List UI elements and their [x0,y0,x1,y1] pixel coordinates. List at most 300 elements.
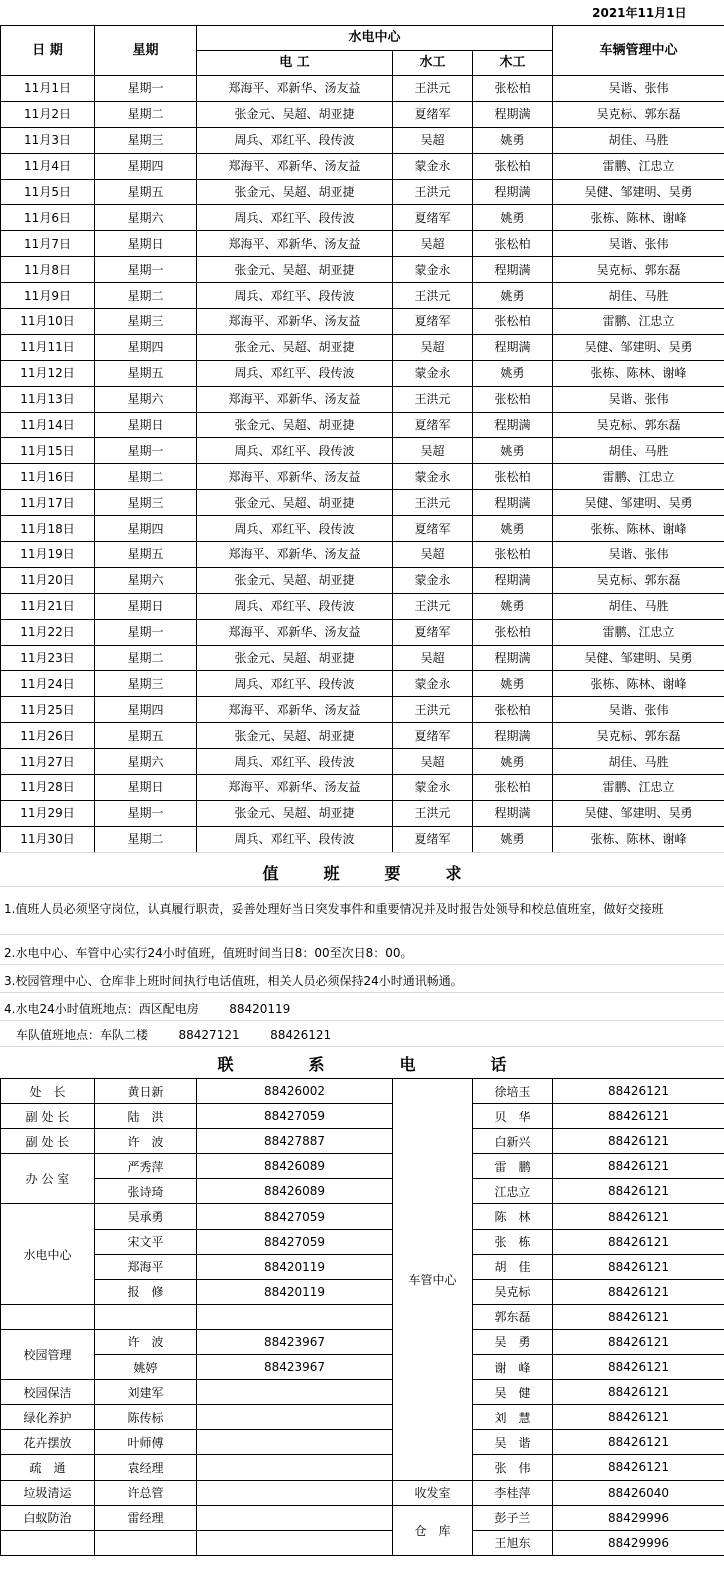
dept-water-electric: 水电中心 [1,1204,95,1304]
duty-row [1,283,724,309]
contact-name: 江忠立 [473,1179,553,1204]
duty-vehicle: 胡佳、马胜 [553,593,724,619]
duty-carpenter: 张松柏 [473,619,553,645]
duty-weekday: 星期六 [95,205,197,231]
duty-carpenter: 程期满 [473,645,553,671]
contact-name: 许 波 [95,1129,197,1154]
duty-carpenter: 姚勇 [473,593,553,619]
contact-phone: 88426121 [553,1380,724,1405]
contact-name: 王旭东 [473,1530,553,1555]
duty-vehicle: 吴克标、郭东磊 [553,101,724,127]
contact-table [0,1078,724,1556]
duty-plumber: 夏绪军 [393,516,473,542]
duty-vehicle: 吴健、邹建明、吴勇 [553,179,724,205]
contact-name: 吴承勇 [95,1204,197,1229]
duty-weekday: 星期六 [95,567,197,593]
duty-plumber: 吴超 [393,438,473,464]
dept-campus: 校园管理 [1,1329,95,1379]
duty-electrician: 张金元、吴超、胡亚捷 [197,257,393,283]
duty-date: 11月25日 [1,697,95,723]
empty-cell [197,1530,393,1555]
contact-phone: 88426121 [553,1405,724,1430]
empty-cell [197,1380,393,1405]
duty-carpenter: 张松柏 [473,76,553,102]
duty-weekday: 星期三 [95,309,197,335]
contact-name: 袁经理 [95,1455,197,1480]
duty-vehicle: 胡佳、马胜 [553,127,724,153]
duty-plumber: 蒙金永 [393,464,473,490]
duty-plumber: 王洪元 [393,76,473,102]
duty-row [1,671,724,697]
duty-vehicle: 吴健、邹建明、吴勇 [553,800,724,826]
duty-weekday: 星期五 [95,723,197,749]
duty-plumber: 夏绪军 [393,101,473,127]
contact-phone: 88426121 [553,1355,724,1380]
empty-cell [197,1480,393,1505]
duty-row [1,179,724,205]
duty-weekday: 星期五 [95,360,197,386]
duty-electrician: 张金元、吴超、胡亚捷 [197,101,393,127]
duty-weekday: 星期三 [95,671,197,697]
duty-weekday: 星期日 [95,593,197,619]
contact-phone: 88426121 [553,1129,724,1154]
duty-electrician: 郑海平、邓新华、汤友益 [197,619,393,645]
contact-name: 报 修 [95,1279,197,1304]
contact-name: 雷 鹏 [473,1154,553,1179]
duty-date: 11月26日 [1,723,95,749]
duty-electrician: 郑海平、邓新华、汤友益 [197,464,393,490]
contact-name: 贝 华 [473,1104,553,1129]
duty-date: 11月23日 [1,645,95,671]
duty-carpenter: 张松柏 [473,231,553,257]
duty-date: 11月29日 [1,800,95,826]
duty-plumber: 王洪元 [393,697,473,723]
duty-date: 11月7日 [1,231,95,257]
duty-electrician: 张金元、吴超、胡亚捷 [197,490,393,516]
duty-plumber: 夏绪军 [393,826,473,852]
duty-carpenter: 张松柏 [473,309,553,335]
contact-name: 张 栋 [473,1229,553,1254]
duty-carpenter: 姚勇 [473,826,553,852]
header-plumber: 水工 [393,51,473,76]
duty-plumber: 夏绪军 [393,309,473,335]
contact-name: 刘建军 [95,1380,197,1405]
duty-date: 11月14日 [1,412,95,438]
contact-name: 李桂萍 [473,1480,553,1505]
duty-weekday: 星期二 [95,101,197,127]
contact-name: 黄日新 [95,1079,197,1104]
duty-date: 11月27日 [1,749,95,775]
contact-name: 宋文平 [95,1229,197,1254]
duty-carpenter: 姚勇 [473,749,553,775]
empty-cell [197,1505,393,1530]
duty-plumber: 王洪元 [393,593,473,619]
contact-phone: 88426121 [553,1455,724,1480]
duty-row [1,76,724,102]
contact-phone: 88426121 [553,1279,724,1304]
duty-weekday: 星期四 [95,153,197,179]
contact-name: 张诗琦 [95,1179,197,1204]
duty-date: 11月3日 [1,127,95,153]
duty-row [1,360,724,386]
contact-phone: 88426002 [197,1079,393,1104]
duty-vehicle: 张栋、陈林、谢峰 [553,360,724,386]
contact-name: 雷经理 [95,1505,197,1530]
contact-phone: 88427059 [197,1104,393,1129]
duty-plumber: 吴超 [393,127,473,153]
duty-carpenter: 姚勇 [473,516,553,542]
duty-electrician: 张金元、吴超、胡亚捷 [197,723,393,749]
contact-name: 谢 峰 [473,1355,553,1380]
duty-electrician: 郑海平、邓新华、汤友益 [197,542,393,568]
duty-row [1,412,724,438]
duty-date: 11月28日 [1,775,95,801]
empty-cell [197,1304,393,1329]
dept-flowers: 花卉摆放 [1,1430,95,1455]
contact-phone: 88426040 [553,1480,724,1505]
contact-phone: 88420119 [197,1279,393,1304]
duty-electrician: 周兵、邓红平、段传波 [197,283,393,309]
duty-row [1,490,724,516]
duty-electrician: 周兵、邓红平、段传波 [197,360,393,386]
duty-plumber: 夏绪军 [393,619,473,645]
duty-vehicle: 胡佳、马胜 [553,438,724,464]
duty-row [1,800,724,826]
duty-weekday: 星期四 [95,516,197,542]
duty-electrician: 张金元、吴超、胡亚捷 [197,179,393,205]
empty-cell [197,1430,393,1455]
duty-date: 11月2日 [1,101,95,127]
duty-vehicle: 吴谐、张伟 [553,231,724,257]
duty-plumber: 蒙金永 [393,153,473,179]
contact-name: 徐培玉 [473,1079,553,1104]
contact-phone: 88423967 [197,1355,393,1380]
duty-vehicle: 张栋、陈林、谢峰 [553,516,724,542]
duty-plumber: 王洪元 [393,283,473,309]
requirement-item: 车队值班地点：车队二楼 88427121 88426121 [16,1028,332,1042]
empty-cell [95,1304,197,1329]
duty-date: 11月11日 [1,334,95,360]
duty-electrician: 张金元、吴超、胡亚捷 [197,334,393,360]
contact-name: 吴 健 [473,1380,553,1405]
contact-phone: 88423967 [197,1329,393,1354]
duty-electrician: 周兵、邓红平、段传波 [197,438,393,464]
contact-name: 许 波 [95,1329,197,1354]
duty-electrician: 周兵、邓红平、段传波 [197,671,393,697]
duty-row [1,438,724,464]
duty-electrician: 郑海平、邓新华、汤友益 [197,697,393,723]
contact-phone: 88426089 [197,1154,393,1179]
duty-date: 11月5日 [1,179,95,205]
dept-mailroom: 收发室 [393,1480,473,1505]
requirement-item: 3.校园管理中心、仓库非上班时间执行电话值班，相关人员必须保持24小时通讯畅通。 [4,974,463,988]
duty-vehicle: 吴克标、郭东磊 [553,257,724,283]
contact-phone: 88426121 [553,1329,724,1354]
duty-electrician: 郑海平、邓新华、汤友益 [197,775,393,801]
duty-weekday: 星期二 [95,645,197,671]
contact-phone: 88426121 [553,1079,724,1104]
duty-carpenter: 姚勇 [473,360,553,386]
duty-row [1,205,724,231]
dept-warehouse: 仓 库 [393,1505,473,1555]
duty-row [1,697,724,723]
duty-date: 11月4日 [1,153,95,179]
requirement-item: 4.水电24小时值班地点：西区配电房 88420119 [4,1002,291,1016]
requirement-item: 2.水电中心、车管中心实行24小时值班，值班时间当日8：00至次日8：00。 [4,946,413,960]
contact-name: 张 伟 [473,1455,553,1480]
duty-electrician: 郑海平、邓新华、汤友益 [197,386,393,412]
duty-plumber: 夏绪军 [393,723,473,749]
contact-name: 胡 佳 [473,1254,553,1279]
duty-vehicle: 张栋、陈林、谢峰 [553,205,724,231]
duty-vehicle: 张栋、陈林、谢峰 [553,826,724,852]
duty-electrician: 周兵、邓红平、段传波 [197,593,393,619]
contact-name: 吴 勇 [473,1329,553,1354]
contact-phone: 88426121 [553,1104,724,1129]
contact-phone: 88426121 [553,1179,724,1204]
duty-date: 11月19日 [1,542,95,568]
duty-electrician: 张金元、吴超、胡亚捷 [197,412,393,438]
duty-carpenter: 张松柏 [473,153,553,179]
duty-carpenter: 程期满 [473,567,553,593]
duty-electrician: 张金元、吴超、胡亚捷 [197,645,393,671]
duty-carpenter: 姚勇 [473,127,553,153]
dept-deputy: 副 处 长 [1,1129,95,1154]
dept-deputy: 副 处 长 [1,1104,95,1129]
duty-carpenter: 张松柏 [473,464,553,490]
duty-weekday: 星期日 [95,412,197,438]
duty-weekday: 星期一 [95,76,197,102]
duty-vehicle: 雷鹏、江忠立 [553,153,724,179]
contact-phone: 88426121 [553,1254,724,1279]
duty-date: 11月1日 [1,76,95,102]
duty-date: 11月20日 [1,567,95,593]
contact-phone: 88429996 [553,1505,724,1530]
contact-name: 许总管 [95,1480,197,1505]
empty-cell [197,1405,393,1430]
duty-plumber: 蒙金永 [393,360,473,386]
contact-name: 陈传标 [95,1405,197,1430]
duty-carpenter: 程期满 [473,723,553,749]
duty-row [1,101,724,127]
duty-date: 11月17日 [1,490,95,516]
duty-row [1,464,724,490]
duty-date: 11月21日 [1,593,95,619]
duty-row [1,619,724,645]
duty-weekday: 星期日 [95,775,197,801]
contact-name: 郑海平 [95,1254,197,1279]
duty-plumber: 吴超 [393,231,473,257]
duty-electrician: 郑海平、邓新华、汤友益 [197,231,393,257]
header-weekday: 星期 [95,26,197,76]
duty-carpenter: 程期满 [473,179,553,205]
duty-electrician: 张金元、吴超、胡亚捷 [197,567,393,593]
dept-vehicle-center: 车管中心 [393,1079,473,1481]
contact-phone: 88426121 [553,1304,724,1329]
duty-row [1,257,724,283]
duty-row [1,826,724,852]
header-electrician: 电 工 [197,51,393,76]
document-date: 2021年11月1日 [592,5,687,20]
duty-weekday: 星期三 [95,127,197,153]
duty-vehicle: 胡佳、马胜 [553,749,724,775]
duty-carpenter: 张松柏 [473,775,553,801]
duty-date: 11月18日 [1,516,95,542]
duty-date: 11月24日 [1,671,95,697]
duty-weekday: 星期一 [95,619,197,645]
duty-carpenter: 张松柏 [473,697,553,723]
contact-phone: 88427059 [197,1204,393,1229]
duty-plumber: 吴超 [393,645,473,671]
duty-weekday: 星期二 [95,283,197,309]
dept-termite: 白蚁防治 [1,1505,95,1530]
contact-name: 陈 林 [473,1204,553,1229]
contact-name: 吴 谐 [473,1430,553,1455]
empty-cell [1,1530,95,1555]
duty-vehicle: 胡佳、马胜 [553,283,724,309]
duty-plumber: 王洪元 [393,179,473,205]
duty-carpenter: 程期满 [473,800,553,826]
contact-name: 吴克标 [473,1279,553,1304]
duty-carpenter: 姚勇 [473,283,553,309]
duty-row [1,334,724,360]
contact-name: 严秀萍 [95,1154,197,1179]
duty-electrician: 周兵、邓红平、段传波 [197,127,393,153]
duty-weekday: 星期六 [95,386,197,412]
duty-row [1,775,724,801]
duty-date: 11月13日 [1,386,95,412]
contact-phone: 88426089 [197,1179,393,1204]
duty-plumber: 王洪元 [393,490,473,516]
duty-weekday: 星期一 [95,438,197,464]
duty-date: 11月22日 [1,619,95,645]
duty-vehicle: 雷鹏、江忠立 [553,309,724,335]
duty-carpenter: 程期满 [473,490,553,516]
duty-row [1,749,724,775]
duty-date: 11月10日 [1,309,95,335]
duty-date: 11月30日 [1,826,95,852]
duty-carpenter: 姚勇 [473,671,553,697]
duty-carpenter: 程期满 [473,257,553,283]
contact-name: 郭东磊 [473,1304,553,1329]
empty-cell [1,1304,95,1329]
duty-plumber: 蒙金永 [393,567,473,593]
duty-vehicle: 吴克标、郭东磊 [553,723,724,749]
duty-electrician: 周兵、邓红平、段传波 [197,516,393,542]
duty-carpenter: 程期满 [473,334,553,360]
duty-row [1,593,724,619]
duty-electrician: 周兵、邓红平、段传波 [197,749,393,775]
header-vehicle-center: 车辆管理中心 [553,26,724,76]
contacts-title: 联系电话 [217,1055,582,1074]
header-carpenter: 木工 [473,51,553,76]
duty-row [1,542,724,568]
contact-name: 叶师傅 [95,1430,197,1455]
duty-plumber: 吴超 [393,334,473,360]
header-date: 日 期 [1,26,95,76]
duty-row [1,231,724,257]
duty-plumber: 夏绪军 [393,412,473,438]
duty-electrician: 周兵、邓红平、段传波 [197,205,393,231]
contact-phone: 88420119 [197,1254,393,1279]
requirements-title: 值班要求 [262,864,507,883]
duty-electrician: 郑海平、邓新华、汤友益 [197,153,393,179]
duty-weekday: 星期一 [95,257,197,283]
requirement-item: 1.值班人员必须坚守岗位，认真履行职责，妥善处理好当日突发事件和重要情况并及时报告处领导和校总值班室，做好交接班 [4,902,664,916]
duty-electrician: 周兵、邓红平、段传波 [197,826,393,852]
duty-carpenter: 姚勇 [473,438,553,464]
duty-weekday: 星期五 [95,179,197,205]
duty-plumber: 王洪元 [393,800,473,826]
duty-vehicle: 吴健、邹建明、吴勇 [553,645,724,671]
contact-name: 白新兴 [473,1129,553,1154]
duty-weekday: 星期四 [95,697,197,723]
duty-row [1,309,724,335]
duty-vehicle: 雷鹏、江忠立 [553,464,724,490]
duty-plumber: 蒙金永 [393,257,473,283]
duty-row [1,567,724,593]
duty-date: 11月16日 [1,464,95,490]
contact-phone: 88426121 [553,1430,724,1455]
duty-weekday: 星期四 [95,334,197,360]
dept-office: 办 公 室 [1,1154,95,1204]
contact-phone: 88427887 [197,1129,393,1154]
duty-vehicle: 吴谐、张伟 [553,76,724,102]
duty-weekday: 星期二 [95,464,197,490]
duty-weekday: 星期一 [95,800,197,826]
duty-date: 11月12日 [1,360,95,386]
duty-row [1,645,724,671]
dept-cleaning: 校园保洁 [1,1380,95,1405]
duty-vehicle: 吴谐、张伟 [553,542,724,568]
duty-plumber: 吴超 [393,749,473,775]
contact-name: 彭子兰 [473,1505,553,1530]
dept-dredging: 疏 通 [1,1455,95,1480]
duty-plumber: 蒙金永 [393,671,473,697]
duty-carpenter: 程期满 [473,412,553,438]
duty-vehicle: 吴克标、郭东磊 [553,567,724,593]
duty-date: 11月9日 [1,283,95,309]
duty-vehicle: 吴谐、张伟 [553,386,724,412]
contact-name: 陆 洪 [95,1104,197,1129]
duty-plumber: 吴超 [393,542,473,568]
duty-row [1,723,724,749]
dept-head: 处 长 [1,1079,95,1104]
header-water-electric-center: 水电中心 [197,26,553,51]
duty-vehicle: 雷鹏、江忠立 [553,619,724,645]
duty-row [1,153,724,179]
duty-row [1,127,724,153]
duty-plumber: 蒙金永 [393,775,473,801]
empty-cell [95,1530,197,1555]
contact-phone: 88426121 [553,1154,724,1179]
duty-weekday: 星期日 [95,231,197,257]
contact-name: 刘 慧 [473,1405,553,1430]
duty-carpenter: 张松柏 [473,542,553,568]
duty-plumber: 王洪元 [393,386,473,412]
duty-weekday: 星期三 [95,490,197,516]
contact-phone: 88429996 [553,1530,724,1555]
duty-row [1,516,724,542]
duty-date: 11月15日 [1,438,95,464]
contact-name: 姚婷 [95,1355,197,1380]
duty-carpenter: 张松柏 [473,386,553,412]
contact-phone: 88426121 [553,1229,724,1254]
duty-weekday: 星期二 [95,826,197,852]
duty-vehicle: 吴谐、张伟 [553,697,724,723]
contact-phone: 88427059 [197,1229,393,1254]
duty-weekday: 星期五 [95,542,197,568]
